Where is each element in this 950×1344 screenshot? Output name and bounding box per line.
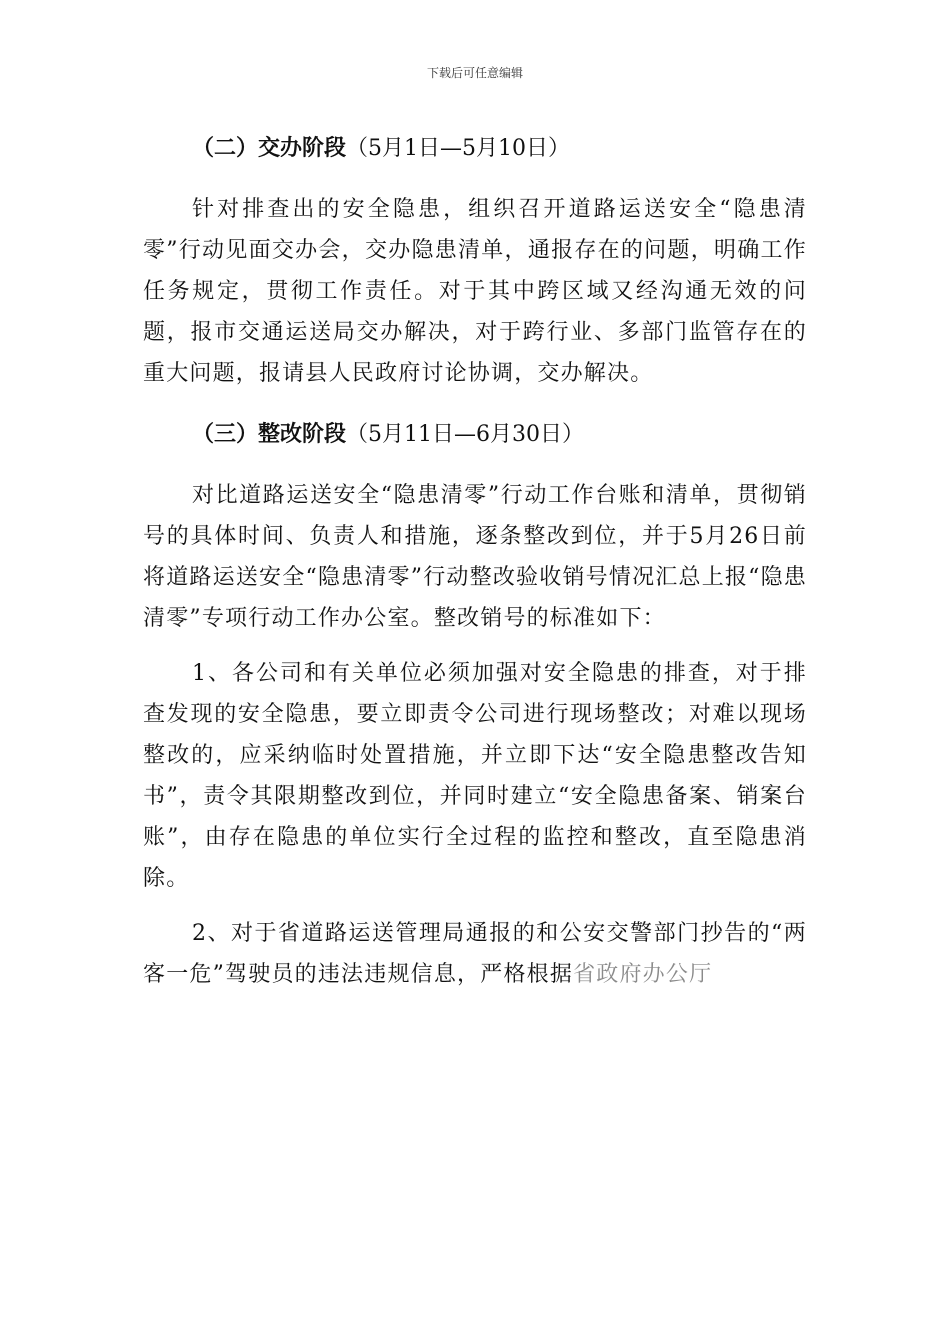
section-heading-jiaoban: [143, 128, 807, 169]
section-heading-title: （三）整改阶段: [192, 421, 347, 447]
section-paragraph-zhenggai: 对比道路运送安全“隐患清零”行动工作台账和清单，贯彻销号的具体时间、负责人和措施，逐条整改到位，并于5月26日前将道路运送安全“隐患清零”行动整改验收销号情况汇总上报“隐患清零”专项行动工作办公室。整改销号的标准如下：: [143, 483, 807, 631]
section-heading-title: （二）交办阶段: [192, 135, 347, 161]
section-paragraph-jiaoban: 针对排查出的安全隐患，组织召开道路运送安全“隐患清零”行动见面交办会，交办隐患清单，通报存在的问题，明确工作任务规定，贯彻工作责任。对于其中跨区域又经沟通无效的问题，报市交通运送局交办解决，对于跨行业、多部门监管存在的重大问题，报请县人民政府讨论协调，交办解决。: [143, 197, 807, 386]
list-item: [143, 913, 807, 995]
section-heading-zhenggai: [143, 414, 807, 455]
page-header: 下载后可任意编辑: [426, 66, 523, 80]
list-item-faded-text: 省政府办公厅: [573, 962, 713, 987]
list-item-text: 2、对于省道路运送管理局通报的和公安交警部门抄告的“两客一危”驾驶员的违法违规信息，严格根据: [143, 921, 807, 987]
list-item: 1、各公司和有关单位必须加强对安全隐患的排查，对于排查发现的安全隐患，要立即责令公司进行现场整改；对难以现场整改的，应采纳临时处置措施，并立即下达“安全隐患整改告知书”，责令其限期整改到位，并同时建立“安全隐患备案、销案台账”，由存在隐患的单位实行全过程的监控和整改，直至隐患消除。: [143, 661, 807, 891]
document-body: [143, 128, 807, 1015]
section-heading-date: （5月11日—6月30日）: [346, 422, 584, 447]
section-heading-date: （5月1日—5月10日）: [346, 136, 571, 161]
